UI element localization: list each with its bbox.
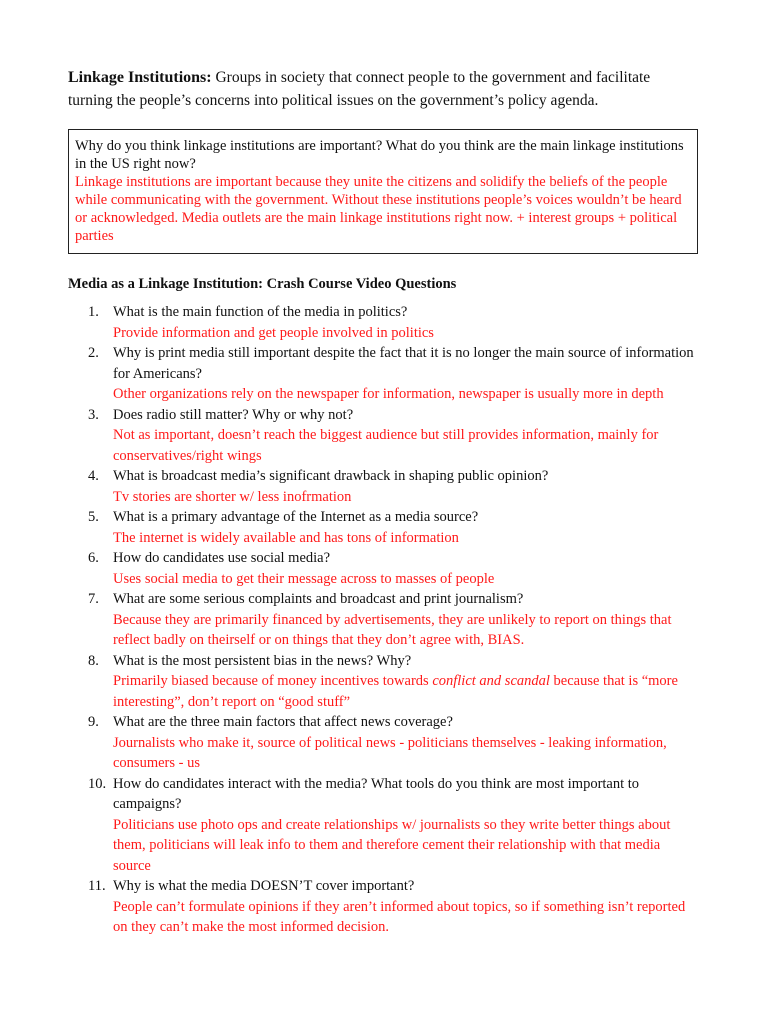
item-answer: The internet is widely available and has tons of information (113, 529, 459, 546)
item-number: 6. (88, 550, 99, 566)
item-number: 10. (88, 775, 107, 792)
item-question: What are some serious complaints and broadcast and print journalism? (113, 591, 524, 607)
item-question: How do candidates use social media? (113, 550, 331, 566)
definition-term: Linkage Institutions: (68, 69, 212, 86)
section-heading: Media as a Linkage Institution: Crash Course Video Questions (68, 276, 457, 292)
discussion-box (68, 129, 698, 254)
item-number: 7. (88, 591, 99, 607)
item-question: What is broadcast media’s significant drawback in shaping public opinion? (113, 468, 549, 484)
item-question: How do candidates interact with the media? What tools do you think are most important to campaigns? (113, 775, 640, 812)
item-answer: Politicians use photo ops and create relationships w/ journalists so they write better things about them, politicians will leak info to them and therefore cement their relationship with that media source (113, 816, 671, 874)
question-list (68, 302, 700, 938)
answer-text-before: Primarily biased because of money incentives towards (113, 673, 433, 689)
item-answer: Not as important, doesn’t reach the biggest audience but still provides information, mainly for conservatives/right wings (113, 427, 659, 464)
item-answer: Provide information and get people involved in politics (113, 324, 434, 341)
item-answer: Because they are primarily financed by advertisements, they are unlikely to report on things that reflect badly on theirself or on things that they don’t agree with, BIAS. (113, 611, 672, 648)
item-answer: Uses social media to get their message across to masses of people (113, 570, 495, 587)
list-item (68, 651, 700, 713)
item-number: 2. (88, 345, 99, 361)
answer-text-after: because that is “more interesting”, don’t report on “good stuff” (113, 673, 678, 710)
item-question: What are the three main factors that affect news coverage? (113, 714, 453, 730)
list-item (68, 876, 700, 938)
item-number: 11. (88, 878, 106, 894)
item-number: 1. (88, 304, 99, 320)
item-question: What is the main function of the media in politics? (113, 304, 408, 320)
item-number: 3. (88, 406, 99, 423)
item-number: 8. (88, 652, 99, 669)
item-question: Does radio still matter? Why or why not? (113, 406, 354, 423)
list-item (68, 589, 700, 651)
item-answer: People can’t formulate opinions if they aren’t informed about topics, so if something isn’t reported on they can’t make the most informed decision. (113, 898, 686, 935)
item-number: 9. (88, 714, 99, 730)
list-item (68, 712, 700, 774)
list-item (68, 466, 700, 507)
list-item (68, 302, 700, 343)
box-question: Why do you think linkage institutions are important? What do you think are the main linkage institutions in the US right now? (75, 138, 684, 172)
item-question: Why is print media still important despite the fact that it is no longer the main source of information for Americans? (113, 345, 694, 382)
item-answer (113, 671, 696, 712)
definition-text: Groups in society that connect people to the government and facilitate turning the people’s concerns into political issues on the government’s policy agenda. (68, 69, 651, 109)
definition-paragraph (68, 66, 700, 112)
list-item (68, 507, 700, 548)
item-answer: Other organizations rely on the newspaper for information, newspaper is usually more in depth (113, 386, 664, 402)
item-question: What is the most persistent bias in the news? Why? (113, 652, 412, 669)
item-number: 4. (88, 468, 99, 484)
item-answer: Journalists who make it, source of political news - politicians themselves - leaking information, consumers - us (113, 734, 667, 771)
list-item (68, 774, 700, 877)
item-question: Why is what the media DOESN’T cover important? (113, 878, 415, 894)
item-question: What is a primary advantage of the Internet as a media source? (113, 509, 479, 525)
list-item (68, 548, 700, 589)
box-answer: Linkage institutions are important because they unite the citizens and solidify the beliefs of the people while communicating with the government. Without these institutions people’s voices wouldn’t be heard or acknowledged. Media outlets are the main linkage institutions right now. + interest groups + political parties (75, 174, 682, 244)
list-item (68, 405, 700, 467)
list-item (68, 343, 700, 405)
item-number: 5. (88, 509, 99, 525)
answer-text-italic: conflict and scandal (432, 673, 550, 689)
item-answer: Tv stories are shorter w/ less inofrmation (113, 488, 352, 505)
